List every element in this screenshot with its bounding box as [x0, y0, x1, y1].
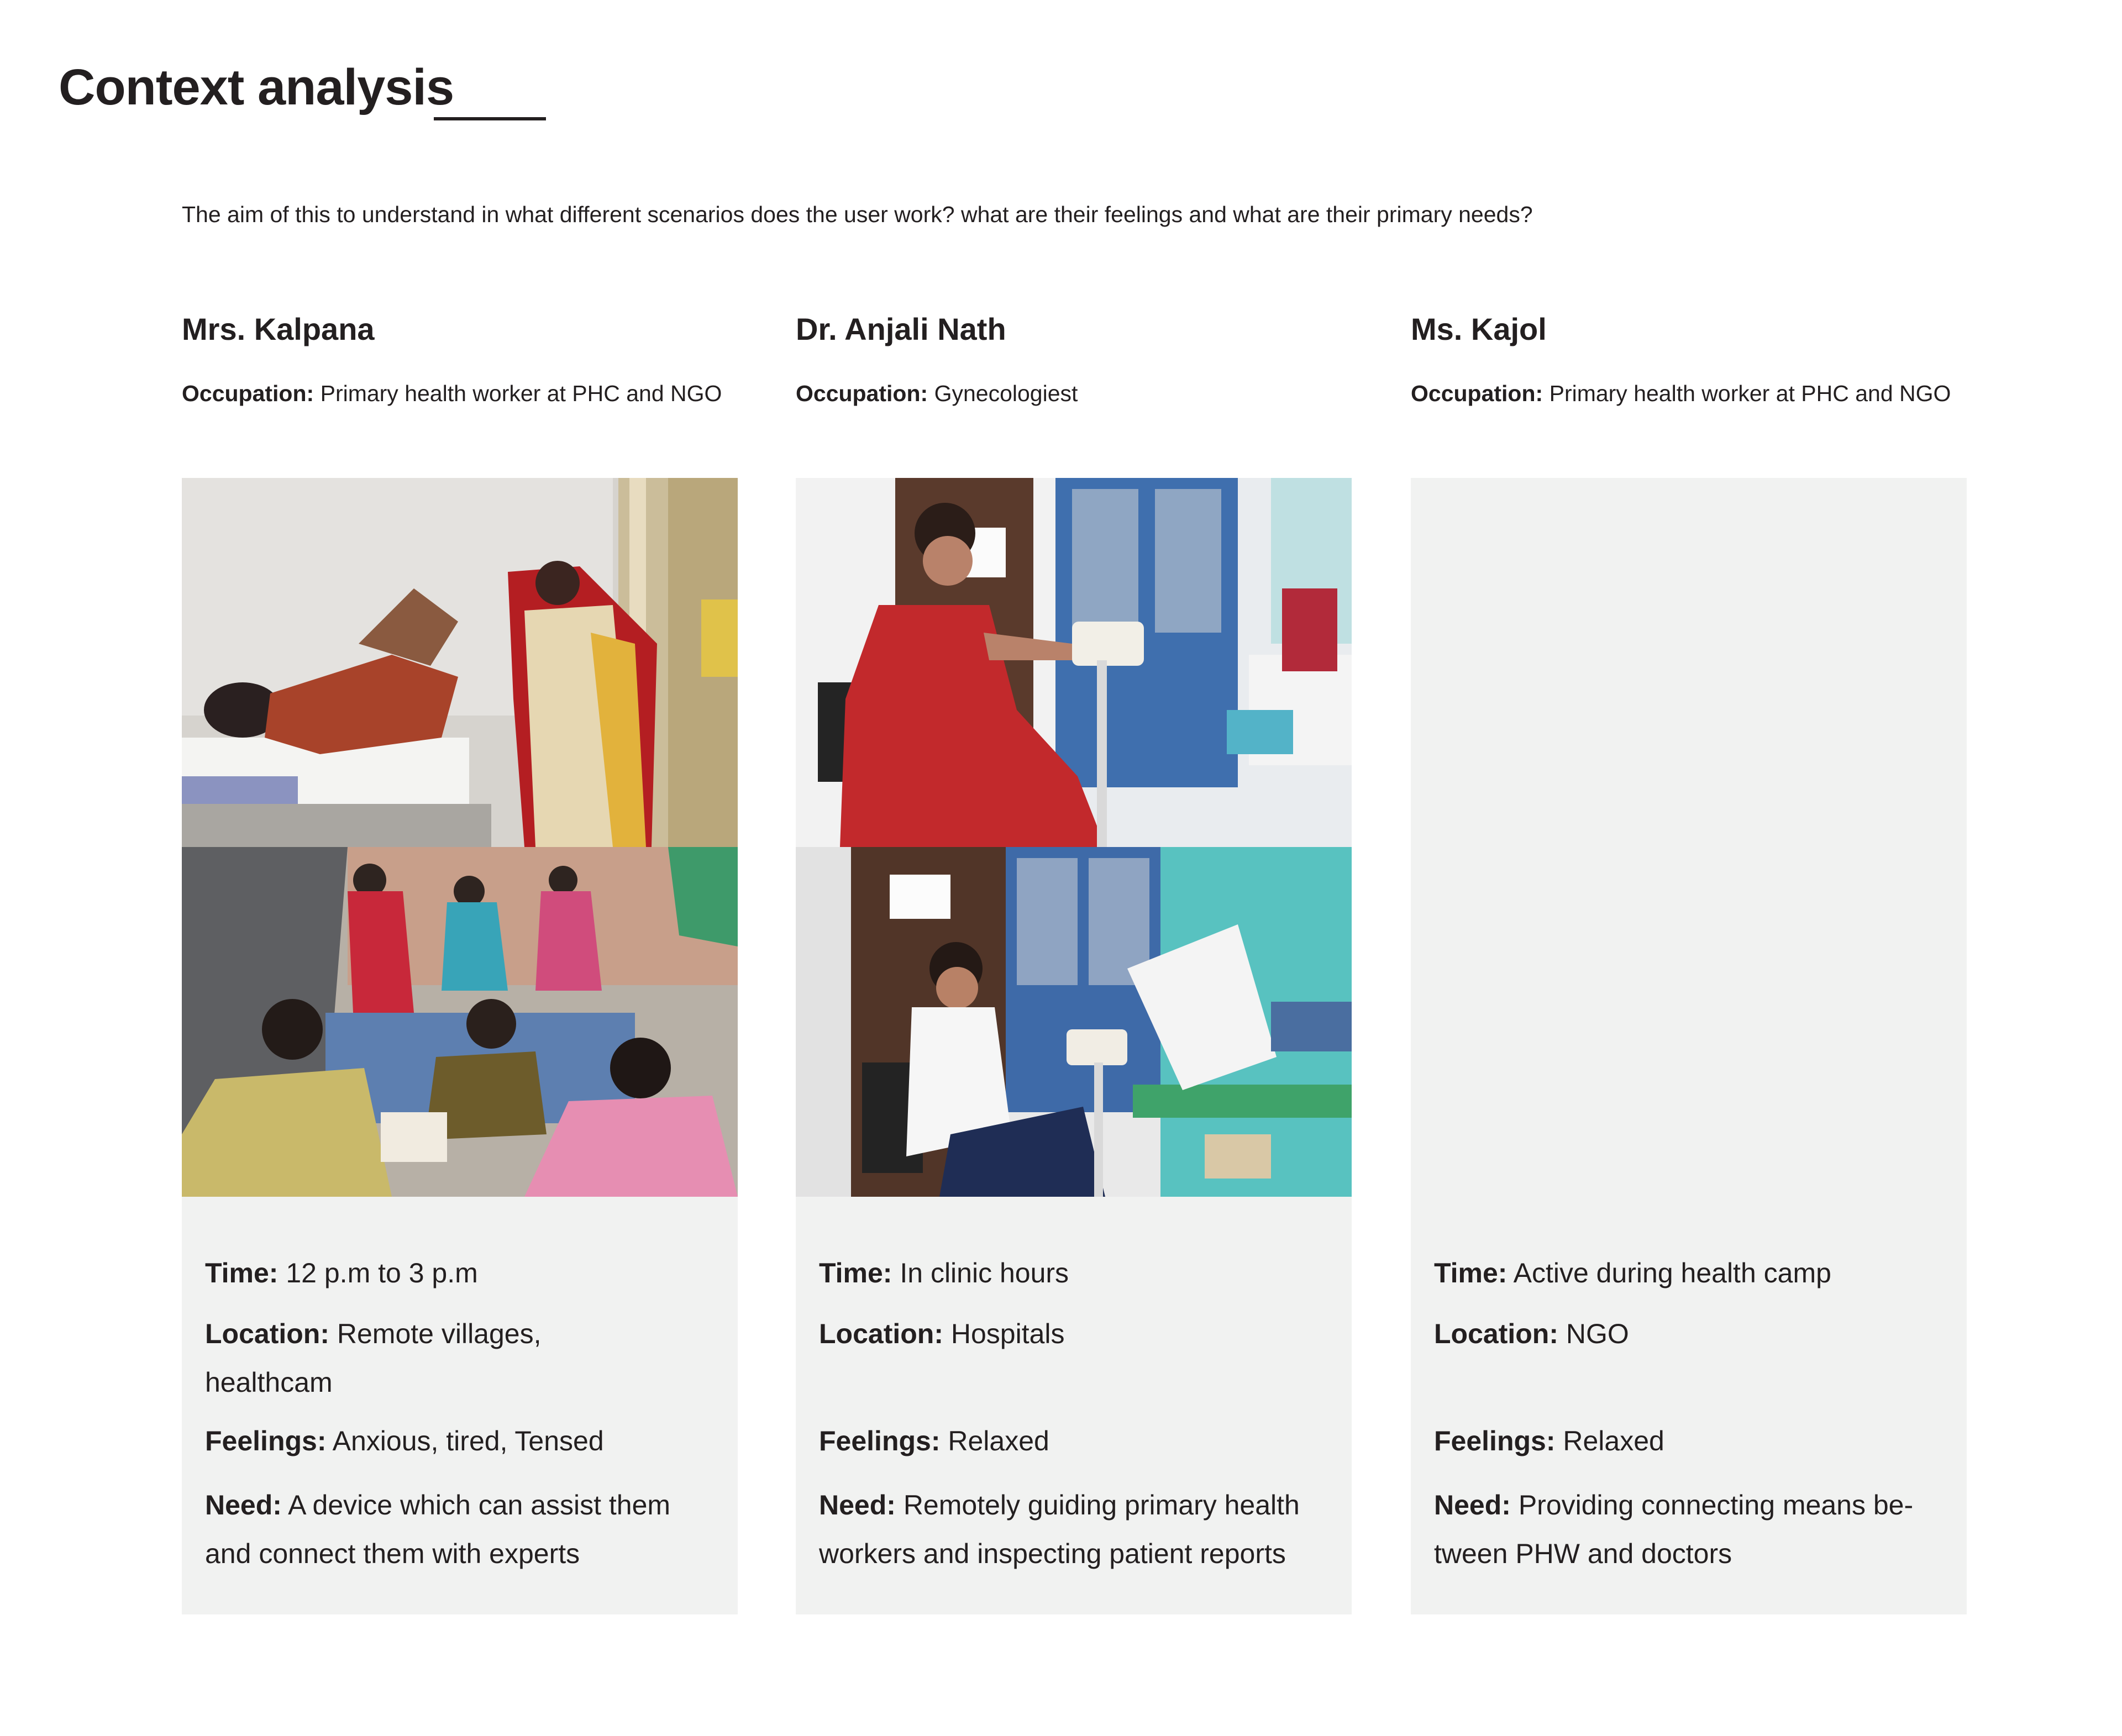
need-value: Providing connecting means be-tween PHW and doctors	[1434, 1490, 1914, 1569]
photo-doctor-clinic	[796, 478, 1352, 847]
page-title: Context analysis	[59, 59, 454, 115]
time-label: Time:	[819, 1258, 892, 1288]
time-label: Time:	[205, 1258, 279, 1288]
need-value: A device which can assist them and connect them with experts	[205, 1490, 671, 1569]
occupation-label: Occupation:	[1411, 381, 1543, 406]
persona-occupation	[1411, 380, 1951, 407]
occupation-value: Gynecologiest	[934, 381, 1078, 406]
need-value: Remotely guiding primary health workers and inspecting patient reports	[819, 1490, 1300, 1569]
detail-feelings	[205, 1417, 702, 1465]
occupation-value: Primary health worker at PHC and NGO	[1549, 381, 1951, 406]
need-label: Need:	[205, 1490, 282, 1521]
feelings-value: Relaxed	[948, 1425, 1049, 1456]
time-label: Time:	[1434, 1258, 1508, 1288]
feelings-value: Relaxed	[1563, 1425, 1664, 1456]
persona-name: Ms. Kajol	[1411, 312, 1547, 346]
detail-location	[1434, 1309, 1931, 1358]
location-value: NGO	[1566, 1318, 1629, 1349]
location-value: Remote villages, healthcam	[205, 1318, 542, 1398]
feelings-label: Feelings:	[1434, 1425, 1556, 1456]
feelings-label: Feelings:	[205, 1425, 327, 1456]
detail-time	[819, 1249, 1316, 1297]
location-label: Location:	[205, 1318, 329, 1349]
need-label: Need:	[1434, 1490, 1511, 1521]
occupation-value: Primary health worker at PHC and NGO	[320, 381, 722, 406]
persona-name: Mrs. Kalpana	[182, 312, 375, 346]
detail-feelings	[1434, 1417, 1931, 1465]
time-value: Active during health camp	[1513, 1258, 1831, 1288]
occupation-label: Occupation:	[796, 381, 928, 406]
persona-name: Dr. Anjali Nath	[796, 312, 1006, 346]
detail-need	[819, 1481, 1316, 1578]
intro-text: The aim of this to understand in what different scenarios does the user work? what are their feelings and what are their primary needs?	[182, 202, 1533, 227]
location-value: Hospitals	[950, 1318, 1065, 1349]
detail-time	[1434, 1249, 1931, 1297]
detail-need	[1434, 1481, 1920, 1578]
detail-location	[205, 1309, 559, 1407]
time-value: In clinic hours	[900, 1258, 1069, 1288]
feelings-value: Anxious, tired, Tensed	[332, 1425, 604, 1456]
persona-occupation	[796, 380, 1078, 407]
detail-feelings	[819, 1417, 1316, 1465]
feelings-label: Feelings:	[819, 1425, 941, 1456]
photo-health-camp	[182, 847, 738, 1197]
detail-time	[205, 1249, 702, 1297]
photo-examination-room	[182, 478, 738, 847]
detail-need	[205, 1481, 702, 1578]
persona-occupation	[182, 380, 722, 407]
time-value: 12 p.m to 3 p.m	[286, 1258, 478, 1288]
location-label: Location:	[819, 1318, 943, 1349]
photo-nurse-exam-room	[796, 847, 1352, 1197]
location-label: Location:	[1434, 1318, 1558, 1349]
detail-location	[819, 1309, 1316, 1358]
title-underline	[434, 117, 546, 120]
need-label: Need:	[819, 1490, 896, 1521]
occupation-label: Occupation:	[182, 381, 314, 406]
